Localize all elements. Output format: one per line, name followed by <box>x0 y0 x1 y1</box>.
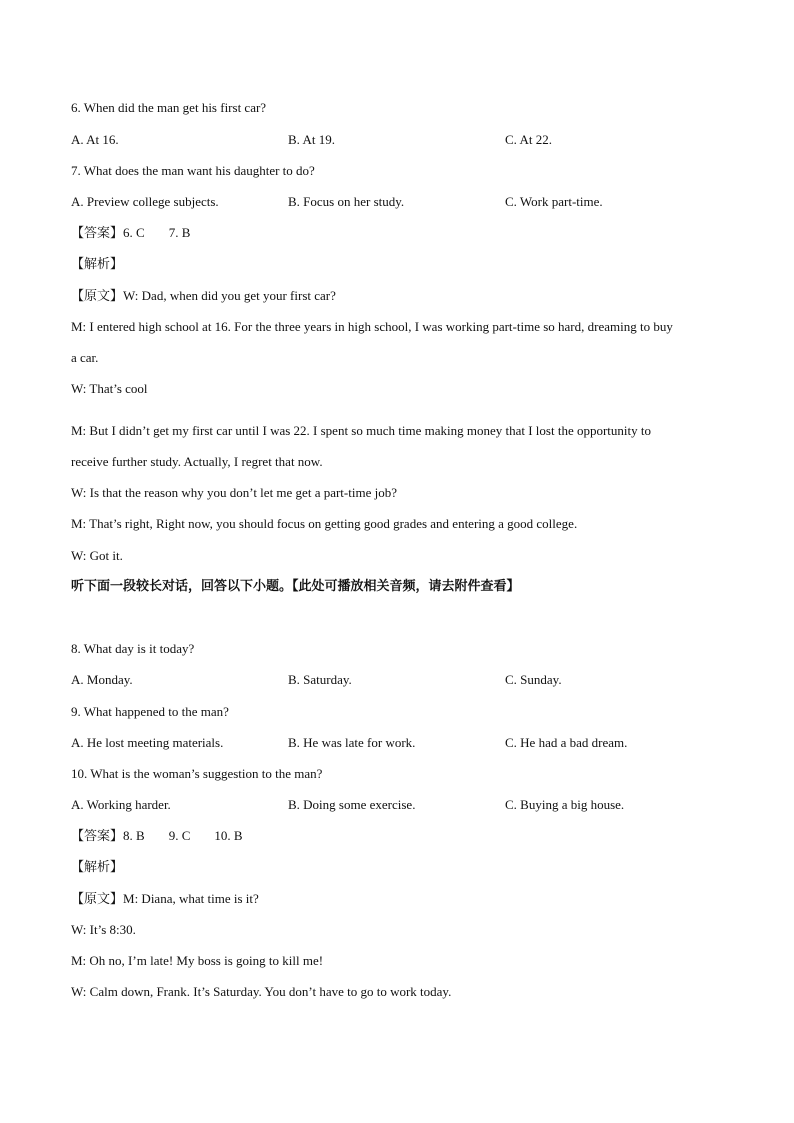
answer-label: 【答案】 <box>71 829 124 844</box>
transcript-line: receive further study. Actually, I regret that now. <box>71 454 323 469</box>
q7-option-b: B. Focus on her study. <box>288 194 405 209</box>
transcript-line: M: But I didn’t get my first car until I was 22. I spent so much time making money that I lost the opportunity to <box>71 423 651 438</box>
transcript-line: M: Oh no, I’m late! My boss is going to kill me! <box>71 953 324 968</box>
transcript-line: a car. <box>71 350 99 365</box>
transcript-first-1 <box>71 288 336 305</box>
answer-7: 7. B <box>168 225 191 240</box>
q9-option-c: C. He had a bad dream. <box>505 735 628 750</box>
q7-option-a: A. Preview college subjects. <box>71 194 219 209</box>
answer-label: 【答案】 <box>71 226 124 241</box>
transcript-line: W: Calm down, Frank. It’s Saturday. You don’t have to go to work today. <box>71 984 452 999</box>
answer-9: 9. C <box>168 828 191 843</box>
question-9: 9. What happened to the man? <box>71 704 229 719</box>
answer-10: 10. B <box>214 828 243 843</box>
transcript-line: W: Dad, when did you get your first car? <box>123 288 336 303</box>
question-10: 10. What is the woman’s suggestion to the man? <box>71 766 323 781</box>
q6-option-a: A. At 16. <box>71 132 119 147</box>
listening-instruction: 听下面一段较长对话，回答以下小题。【此处可播放相关音频，请去附件查看】 <box>71 579 520 594</box>
answer-8: 8. B <box>123 828 145 843</box>
question-8: 8. What day is it today? <box>71 641 195 656</box>
transcript-line: W: Is that the reason why you don’t let me get a part-time job? <box>71 485 397 500</box>
answer-6: 6. C <box>123 225 145 240</box>
q6-option-b: B. At 19. <box>288 132 335 147</box>
answer-line-2 <box>71 828 243 845</box>
transcript-line: M: That’s right, Right now, you should focus on getting good grades and entering a good college. <box>71 516 578 531</box>
transcript-line: W: That’s cool <box>71 381 148 396</box>
analysis-label-2: 【解析】 <box>71 860 124 875</box>
transcript-line: M: I entered high school at 16. For the three years in high school, I was working part-time so hard, dreaming to buy <box>71 319 673 334</box>
transcript-label: 【原文】 <box>71 892 124 907</box>
transcript-label: 【原文】 <box>71 289 124 304</box>
question-6: 6. When did the man get his first car? <box>71 100 267 115</box>
q10-option-a: A. Working harder. <box>71 797 171 812</box>
q9-option-a: A. He lost meeting materials. <box>71 735 224 750</box>
q8-option-c: C. Sunday. <box>505 672 562 687</box>
answer-line-1 <box>71 225 190 242</box>
q6-option-c: C. At 22. <box>505 132 552 147</box>
q10-option-b: B. Doing some exercise. <box>288 797 416 812</box>
q8-option-b: B. Saturday. <box>288 672 352 687</box>
transcript-line: W: It’s 8:30. <box>71 922 136 937</box>
question-7: 7. What does the man want his daughter to do? <box>71 163 315 178</box>
q7-option-c: C. Work part-time. <box>505 194 603 209</box>
analysis-label-1: 【解析】 <box>71 257 124 272</box>
transcript-first-2 <box>71 891 259 908</box>
q9-option-b: B. He was late for work. <box>288 735 416 750</box>
transcript-line: M: Diana, what time is it? <box>123 891 259 906</box>
q10-option-c: C. Buying a big house. <box>505 797 625 812</box>
transcript-line: W: Got it. <box>71 548 123 563</box>
q8-option-a: A. Monday. <box>71 672 133 687</box>
